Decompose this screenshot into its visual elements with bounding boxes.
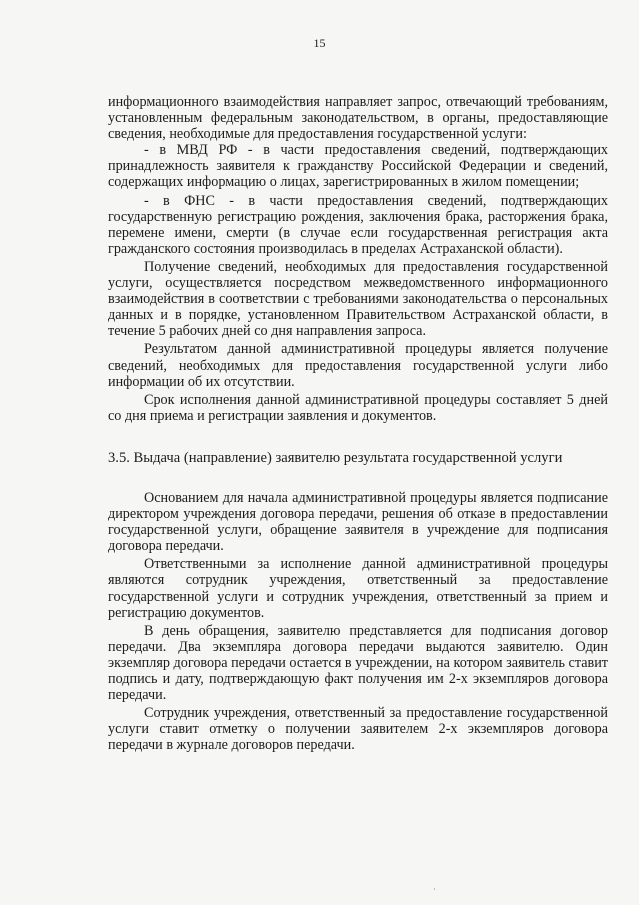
- section-heading: 3.5. Выдача (направление) заявителю результата государственной услуги: [108, 449, 563, 466]
- paragraph-mvd: - в МВД РФ - в части предоставления сведений, подтверждающих принадлежность заявителя к гражданству Российской Федерации и сведений, содержащих информацию о лицах, зарегистрированных в жилом помещении;: [108, 142, 608, 191]
- paragraph-obtaining-info: Получение сведений, необходимых для предоставления государственной услуги, осуществляется посредством межведомственного информационного взаимодействия в соответствии с требованиями законодательства о персональных данных и в порядке, установленном Правительством Астраханской области, в течение 5 рабочих дней со дня направления запроса.: [108, 258, 608, 340]
- paragraph-deadline: Срок исполнения данной административной процедуры составляет 5 дней со дня приема и регистрации заявления и документов.: [108, 391, 608, 424]
- scan-speck: ·: [433, 885, 436, 894]
- paragraph-fns: - в ФНС - в части предоставления сведений, подтверждающих государственную регистрацию рождения, заключения брака, расторжения брака, перемене имени, смерти (в случае если государственная регистрация акта гражданского состояния производилась в пределах Астраханской области).: [108, 192, 608, 257]
- paragraph-issue-day: В день обращения, заявителю представляется для подписания договор передачи. Два экземпляра договора передачи выдаются заявителю. Один экземпляр договора передачи остается в учреждении, на котором заявитель ставит подпись и дату, подтверждающую факт получения им 2-х экземпляров договора передачи.: [108, 622, 608, 704]
- paragraph-result: Результатом данной административной процедуры является получение сведений, необходимых для предоставления государственной услуги либо информации об их отсутствии.: [108, 341, 608, 390]
- paragraph-responsible: Ответственными за исполнение данной административной процедуры являются сотрудник учреждения, ответственный за предоставление государственной услуги и сотрудник учреждения, ответственный за прием и регистрацию документов.: [108, 556, 608, 621]
- page-number: 15: [313, 36, 326, 50]
- document-body: [108, 94, 608, 753]
- paragraph-journal-mark: Сотрудник учреждения, ответственный за предоставление государственной услуги ставит отметку о получении заявителем 2-х экземпляров договора передачи в журнале договоров передачи.: [108, 705, 608, 754]
- paragraph-basis: Основанием для начала административной процедуры является подписание директором учреждения договора передачи, решения об отказе в предоставлении государственной услуги, обращение заявителя в учреждение для подписания договора передачи.: [108, 489, 608, 555]
- paragraph-request: информационного взаимодействия направляет запрос, отвечающий требованиям, установленным федеральным законодательством, в органы, предоставляющие сведения, необходимые для предоставления государственной услуги:: [108, 94, 608, 143]
